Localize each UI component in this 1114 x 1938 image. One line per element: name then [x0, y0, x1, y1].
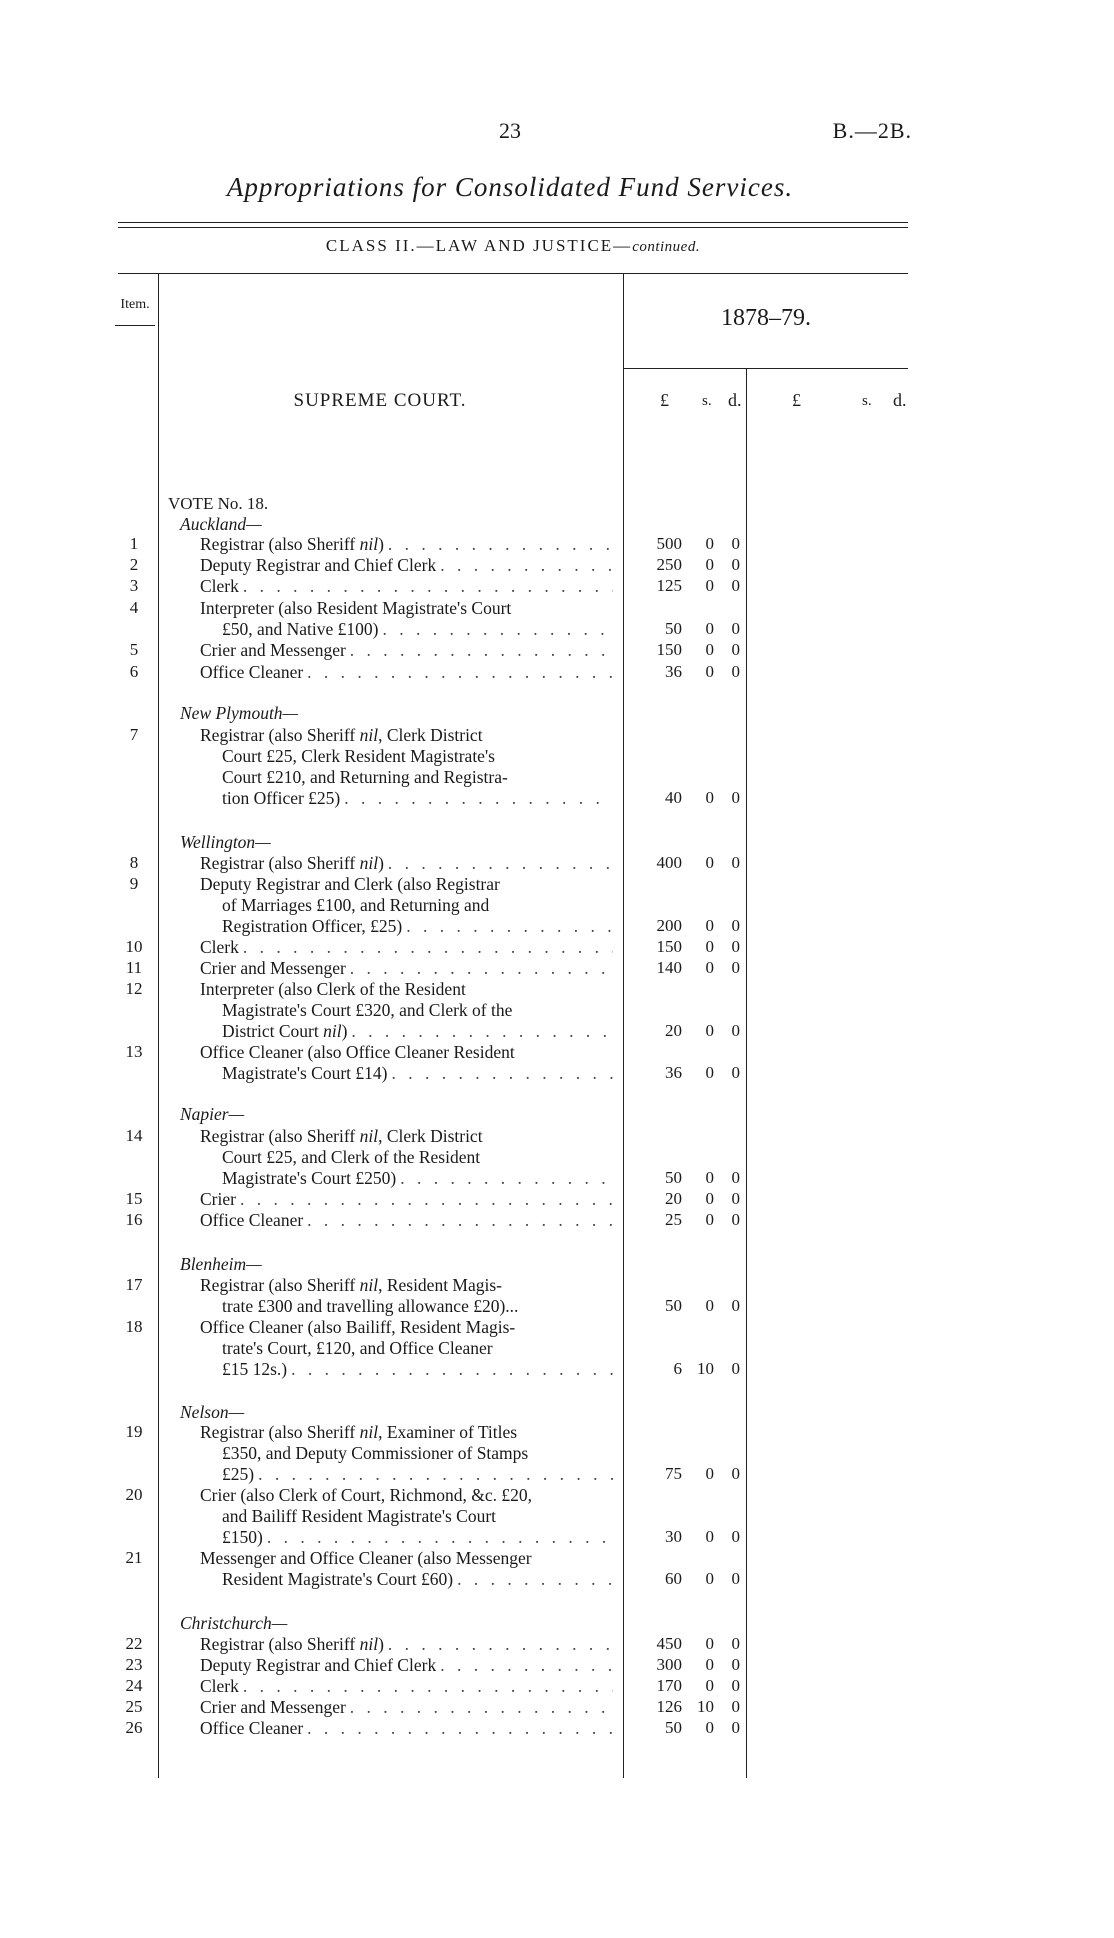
place-napier: Napier— — [180, 1104, 245, 1124]
item-description-line — [200, 853, 613, 874]
amount-pounds: 250 — [656, 555, 682, 574]
vote-heading: VOTE No. 18. — [168, 494, 269, 513]
item-description-line: Court £25, Clerk Resident Magistrate's — [222, 746, 495, 766]
item-header-underline — [115, 325, 155, 326]
amount-pence: 0 — [731, 958, 740, 977]
item-number: 14 — [125, 1126, 143, 1145]
item-number: 20 — [125, 1485, 143, 1504]
item-number: 25 — [125, 1697, 143, 1716]
amount-pounds: 200 — [656, 916, 682, 935]
amount-shillings: 0 — [705, 619, 714, 638]
item-description-text: District Court nil) — [222, 1021, 348, 1041]
dot-leader — [350, 958, 613, 979]
dot-leader — [243, 576, 613, 597]
pounds-header-1: £ — [660, 390, 669, 410]
dot-leader — [457, 1569, 613, 1590]
amount-pounds: 150 — [656, 640, 682, 659]
amount-pence: 0 — [731, 1359, 740, 1378]
item-description-text: Office Cleaner — [200, 1718, 304, 1738]
amount-pounds: 300 — [656, 1655, 682, 1674]
item-description-line: Court £210, and Returning and Registra- — [222, 767, 508, 787]
amount-pence: 0 — [731, 1210, 740, 1229]
dot-leader — [350, 640, 613, 661]
amount-pounds: 50 — [665, 619, 682, 638]
amount-column-rule — [623, 273, 624, 1778]
amount-shillings: 0 — [705, 576, 714, 595]
amount-pence: 0 — [731, 1063, 740, 1082]
page-number: 23 — [499, 118, 521, 143]
amount-pence: 0 — [731, 619, 740, 638]
dot-leader — [243, 1676, 613, 1697]
amount-shillings: 0 — [705, 1634, 714, 1653]
amount-pounds: 50 — [665, 1718, 682, 1737]
amount-pence: 0 — [731, 937, 740, 956]
amount-shillings: 0 — [705, 1718, 714, 1737]
item-number: 7 — [129, 725, 139, 744]
item-description-text: Crier and Messenger — [200, 1697, 346, 1717]
amount-pence: 0 — [731, 555, 740, 574]
amount-pounds: 125 — [656, 576, 682, 595]
dot-leader — [351, 1021, 613, 1042]
item-number: 24 — [125, 1676, 143, 1695]
item-description-line: Registrar (also Sheriff nil, Clerk District — [200, 1126, 483, 1146]
item-description-text: Office Cleaner — [200, 1210, 304, 1230]
amount-shillings: 0 — [705, 1021, 714, 1040]
item-description-line: Office Cleaner (also Bailiff, Resident Magis- — [200, 1317, 516, 1337]
amount-pence: 0 — [731, 1569, 740, 1588]
item-description-line — [200, 1189, 613, 1210]
item-description-line — [222, 916, 613, 937]
amount-shillings: 0 — [705, 1189, 714, 1208]
item-column-header: Item. — [120, 297, 150, 312]
amount-shillings: 0 — [705, 662, 714, 681]
page-reference: B.—2B. — [832, 118, 912, 143]
amount-pounds: 36 — [665, 662, 682, 681]
amount-pence: 0 — [731, 640, 740, 659]
pounds-header-2: £ — [792, 390, 801, 410]
dot-leader — [344, 788, 613, 809]
item-description-line — [222, 1168, 613, 1189]
item-description-line — [200, 1676, 613, 1697]
page-title: Appropriations for Consolidated Fund Services. — [226, 172, 794, 202]
item-description-line — [200, 1718, 613, 1739]
amount-pounds: 36 — [665, 1063, 682, 1082]
amount-pence: 0 — [731, 534, 740, 553]
item-description-line: trate £300 and travelling allowance £20)... — [222, 1296, 519, 1316]
item-description-line: Messenger and Office Cleaner (also Messenger — [200, 1548, 532, 1568]
class-heading — [118, 236, 908, 256]
section-title: SUPREME COURT. — [293, 390, 467, 411]
amount-shillings: 0 — [705, 555, 714, 574]
item-description-text: tion Officer £25) — [222, 788, 341, 808]
item-description-line: Registrar (also Sheriff nil, Resident Magis- — [200, 1275, 503, 1295]
amount-pounds: 60 — [665, 1569, 682, 1588]
item-description-text: Clerk — [200, 937, 239, 957]
amount-pounds: 500 — [656, 534, 682, 553]
place-new-plymouth: New Plymouth— — [180, 703, 299, 723]
item-number: 13 — [125, 1042, 143, 1061]
item-number: 23 — [125, 1655, 143, 1674]
amount-pounds: 75 — [665, 1464, 682, 1483]
item-description-text: Clerk — [200, 576, 239, 596]
item-description-line: Deputy Registrar and Clerk (also Registrar — [200, 874, 500, 894]
amount-pounds: 126 — [656, 1697, 682, 1716]
amount-pence: 0 — [731, 1464, 740, 1483]
place-blenheim: Blenheim— — [180, 1254, 262, 1274]
amount-pence: 0 — [731, 576, 740, 595]
item-description-text: Resident Magistrate's Court £60) — [222, 1569, 454, 1589]
item-description-text: Magistrate's Court £14) — [222, 1063, 388, 1083]
item-description-line — [222, 788, 613, 809]
amount-pence: 0 — [731, 916, 740, 935]
amount-pounds: 40 — [665, 788, 682, 807]
amount-pounds: 6 — [673, 1359, 682, 1378]
dot-leader — [267, 1527, 613, 1548]
item-number: 22 — [125, 1634, 143, 1653]
amount-pounds: 170 — [656, 1676, 682, 1695]
item-number: 2 — [129, 555, 139, 574]
amount-shillings: 0 — [705, 788, 714, 807]
item-description-line — [200, 576, 613, 597]
item-description-text: Registrar (also Sheriff nil) — [200, 853, 384, 873]
item-description-text: Registrar (also Sheriff nil) — [200, 534, 384, 554]
class-heading-continued: continued. — [632, 239, 701, 255]
item-description-line — [222, 1021, 613, 1042]
dot-leader — [307, 1718, 613, 1739]
item-description-line — [200, 534, 613, 555]
item-description-line: £350, and Deputy Commissioner of Stamps — [222, 1443, 529, 1463]
item-description-text: £15 12s.) — [222, 1359, 288, 1379]
item-number: 18 — [125, 1317, 143, 1336]
amount-shillings: 0 — [705, 937, 714, 956]
item-description-line: Crier (also Clerk of Court, Richmond, &c. £20, — [200, 1485, 532, 1505]
amount-pounds: 450 — [656, 1634, 682, 1653]
item-number: 26 — [125, 1718, 143, 1737]
dot-leader — [307, 662, 613, 683]
amount-pence: 0 — [731, 1168, 740, 1187]
amount-pounds: 30 — [665, 1527, 682, 1546]
item-description-line — [200, 958, 613, 979]
pence-header-2: d. — [893, 390, 907, 410]
amount-shillings: 0 — [705, 1676, 714, 1695]
item-description-text: £150) — [222, 1527, 263, 1547]
dot-leader — [307, 1210, 613, 1231]
item-description-line — [222, 1063, 613, 1084]
amount-shillings: 10 — [697, 1697, 714, 1716]
amount-shillings: 0 — [705, 1210, 714, 1229]
dot-leader — [258, 1464, 613, 1485]
place-nelson: Nelson— — [180, 1402, 245, 1422]
amount-shillings: 0 — [705, 1655, 714, 1674]
item-description-line — [200, 1210, 613, 1231]
item-number: 9 — [129, 874, 139, 893]
item-description-line — [222, 1569, 613, 1590]
item-description-text: £50, and Native £100) — [222, 619, 379, 639]
item-description-text: Magistrate's Court £250) — [222, 1168, 397, 1188]
item-description-line — [200, 1655, 613, 1676]
amount-pounds: 400 — [656, 853, 682, 872]
amount-pence: 0 — [731, 1634, 740, 1653]
class-heading-text: CLASS II.—LAW AND JUSTICE— — [325, 236, 633, 255]
amount-pence: 0 — [731, 662, 740, 681]
item-description-line: Interpreter (also Resident Magistrate's Court — [200, 598, 512, 618]
title-rule-top — [118, 222, 908, 223]
shillings-header-1: s. — [702, 393, 712, 409]
item-description-text: Office Cleaner — [200, 662, 304, 682]
item-description-line: of Marriages £100, and Returning and — [222, 895, 490, 915]
amount-pence: 0 — [731, 1697, 740, 1716]
item-description-line: and Bailiff Resident Magistrate's Court — [222, 1506, 497, 1526]
place-auckland: Auckland— — [180, 514, 262, 534]
amount-shillings: 10 — [697, 1359, 714, 1378]
item-description-line: Magistrate's Court £320, and Clerk of the — [222, 1000, 513, 1020]
amount-pounds: 25 — [665, 1210, 682, 1229]
item-description-line — [200, 555, 613, 576]
column-header-rule — [118, 273, 908, 274]
dot-leader — [240, 1189, 613, 1210]
item-number: 10 — [125, 937, 143, 956]
amount-shillings: 0 — [705, 1569, 714, 1588]
item-description-text: Crier — [200, 1189, 236, 1209]
item-number: 6 — [129, 662, 139, 681]
amount-pence: 0 — [731, 1296, 740, 1315]
item-description-text: Crier and Messenger — [200, 958, 346, 978]
item-number: 1 — [129, 534, 139, 553]
amount-pounds: 20 — [665, 1021, 682, 1040]
item-description-text: Crier and Messenger — [200, 640, 346, 660]
amount-pence: 0 — [731, 1655, 740, 1674]
item-number: 8 — [129, 853, 139, 872]
item-description-text: Deputy Registrar and Chief Clerk — [200, 1655, 437, 1675]
amount-split-rule — [746, 368, 747, 1778]
amount-shillings: 0 — [705, 1296, 714, 1315]
dot-leader — [291, 1359, 613, 1380]
item-description-line — [200, 937, 613, 958]
dot-leader — [388, 1634, 613, 1655]
item-description-line — [222, 1359, 613, 1380]
amount-shillings: 0 — [705, 1063, 714, 1082]
year-underline — [623, 368, 908, 369]
item-number: 4 — [129, 598, 139, 617]
item-description-text: Registrar (also Sheriff nil) — [200, 1634, 384, 1654]
amount-pence: 0 — [731, 788, 740, 807]
title-rule-bottom — [118, 227, 908, 228]
item-description-line — [200, 1697, 613, 1718]
item-description-text: £25) — [222, 1464, 255, 1484]
amount-shillings: 0 — [705, 916, 714, 935]
dot-leader — [440, 555, 613, 576]
item-description-line: trate's Court, £120, and Office Cleaner — [222, 1338, 493, 1358]
amount-pence: 0 — [731, 1718, 740, 1737]
amount-pounds: 140 — [656, 958, 682, 977]
item-description-line — [222, 1527, 613, 1548]
dot-leader — [388, 853, 613, 874]
amount-pence: 0 — [731, 853, 740, 872]
item-number: 15 — [125, 1189, 143, 1208]
item-number: 12 — [125, 979, 143, 998]
place-christchurch: Christchurch— — [180, 1613, 288, 1633]
amount-shillings: 0 — [705, 1464, 714, 1483]
item-description-text: Clerk — [200, 1676, 239, 1696]
item-description-text: Registration Officer, £25) — [222, 916, 403, 936]
item-number: 3 — [129, 576, 139, 595]
item-number: 16 — [125, 1210, 143, 1229]
amount-pounds: 20 — [665, 1189, 682, 1208]
amount-pounds: 150 — [656, 937, 682, 956]
dot-leader — [406, 916, 613, 937]
dot-leader — [350, 1697, 613, 1718]
item-number: 17 — [125, 1275, 143, 1294]
amount-pounds: 50 — [665, 1296, 682, 1315]
amount-shillings: 0 — [705, 853, 714, 872]
item-description-line: Registrar (also Sheriff nil, Examiner of Titles — [200, 1422, 518, 1442]
item-description-line: Office Cleaner (also Office Cleaner Resident — [200, 1042, 515, 1062]
item-number: 11 — [125, 958, 143, 977]
item-description-line — [200, 1634, 613, 1655]
amount-pounds: 50 — [665, 1168, 682, 1187]
item-description-line — [222, 1464, 613, 1485]
item-description-line — [222, 619, 613, 640]
amount-pence: 0 — [731, 1527, 740, 1546]
item-number: 19 — [125, 1422, 143, 1441]
dot-leader — [392, 1063, 614, 1084]
item-description-line: Registrar (also Sheriff nil, Clerk District — [200, 725, 483, 745]
amount-shillings: 0 — [705, 640, 714, 659]
item-description-text: Deputy Registrar and Chief Clerk — [200, 555, 437, 575]
item-description-line — [200, 662, 613, 683]
item-number: 5 — [129, 640, 139, 659]
amount-pence: 0 — [731, 1021, 740, 1040]
amount-shillings: 0 — [705, 534, 714, 553]
amount-shillings: 0 — [705, 1168, 714, 1187]
item-description-line — [200, 640, 613, 661]
amount-pence: 0 — [731, 1189, 740, 1208]
amount-pence: 0 — [731, 1676, 740, 1695]
dot-leader — [400, 1168, 613, 1189]
dot-leader — [243, 937, 613, 958]
place-wellington: Wellington— — [180, 832, 271, 852]
pence-header-1: d. — [728, 390, 742, 410]
year-header: 1878–79. — [721, 305, 811, 331]
item-number: 21 — [125, 1548, 143, 1567]
dot-leader — [440, 1655, 613, 1676]
item-column-rule — [158, 273, 159, 1778]
dot-leader — [388, 534, 613, 555]
shillings-header-2: s. — [862, 393, 872, 409]
dot-leader — [383, 619, 614, 640]
amount-shillings: 0 — [705, 958, 714, 977]
item-description-line: Interpreter (also Clerk of the Resident — [200, 979, 466, 999]
amount-shillings: 0 — [705, 1527, 714, 1546]
item-description-line: Court £25, and Clerk of the Resident — [222, 1147, 481, 1167]
